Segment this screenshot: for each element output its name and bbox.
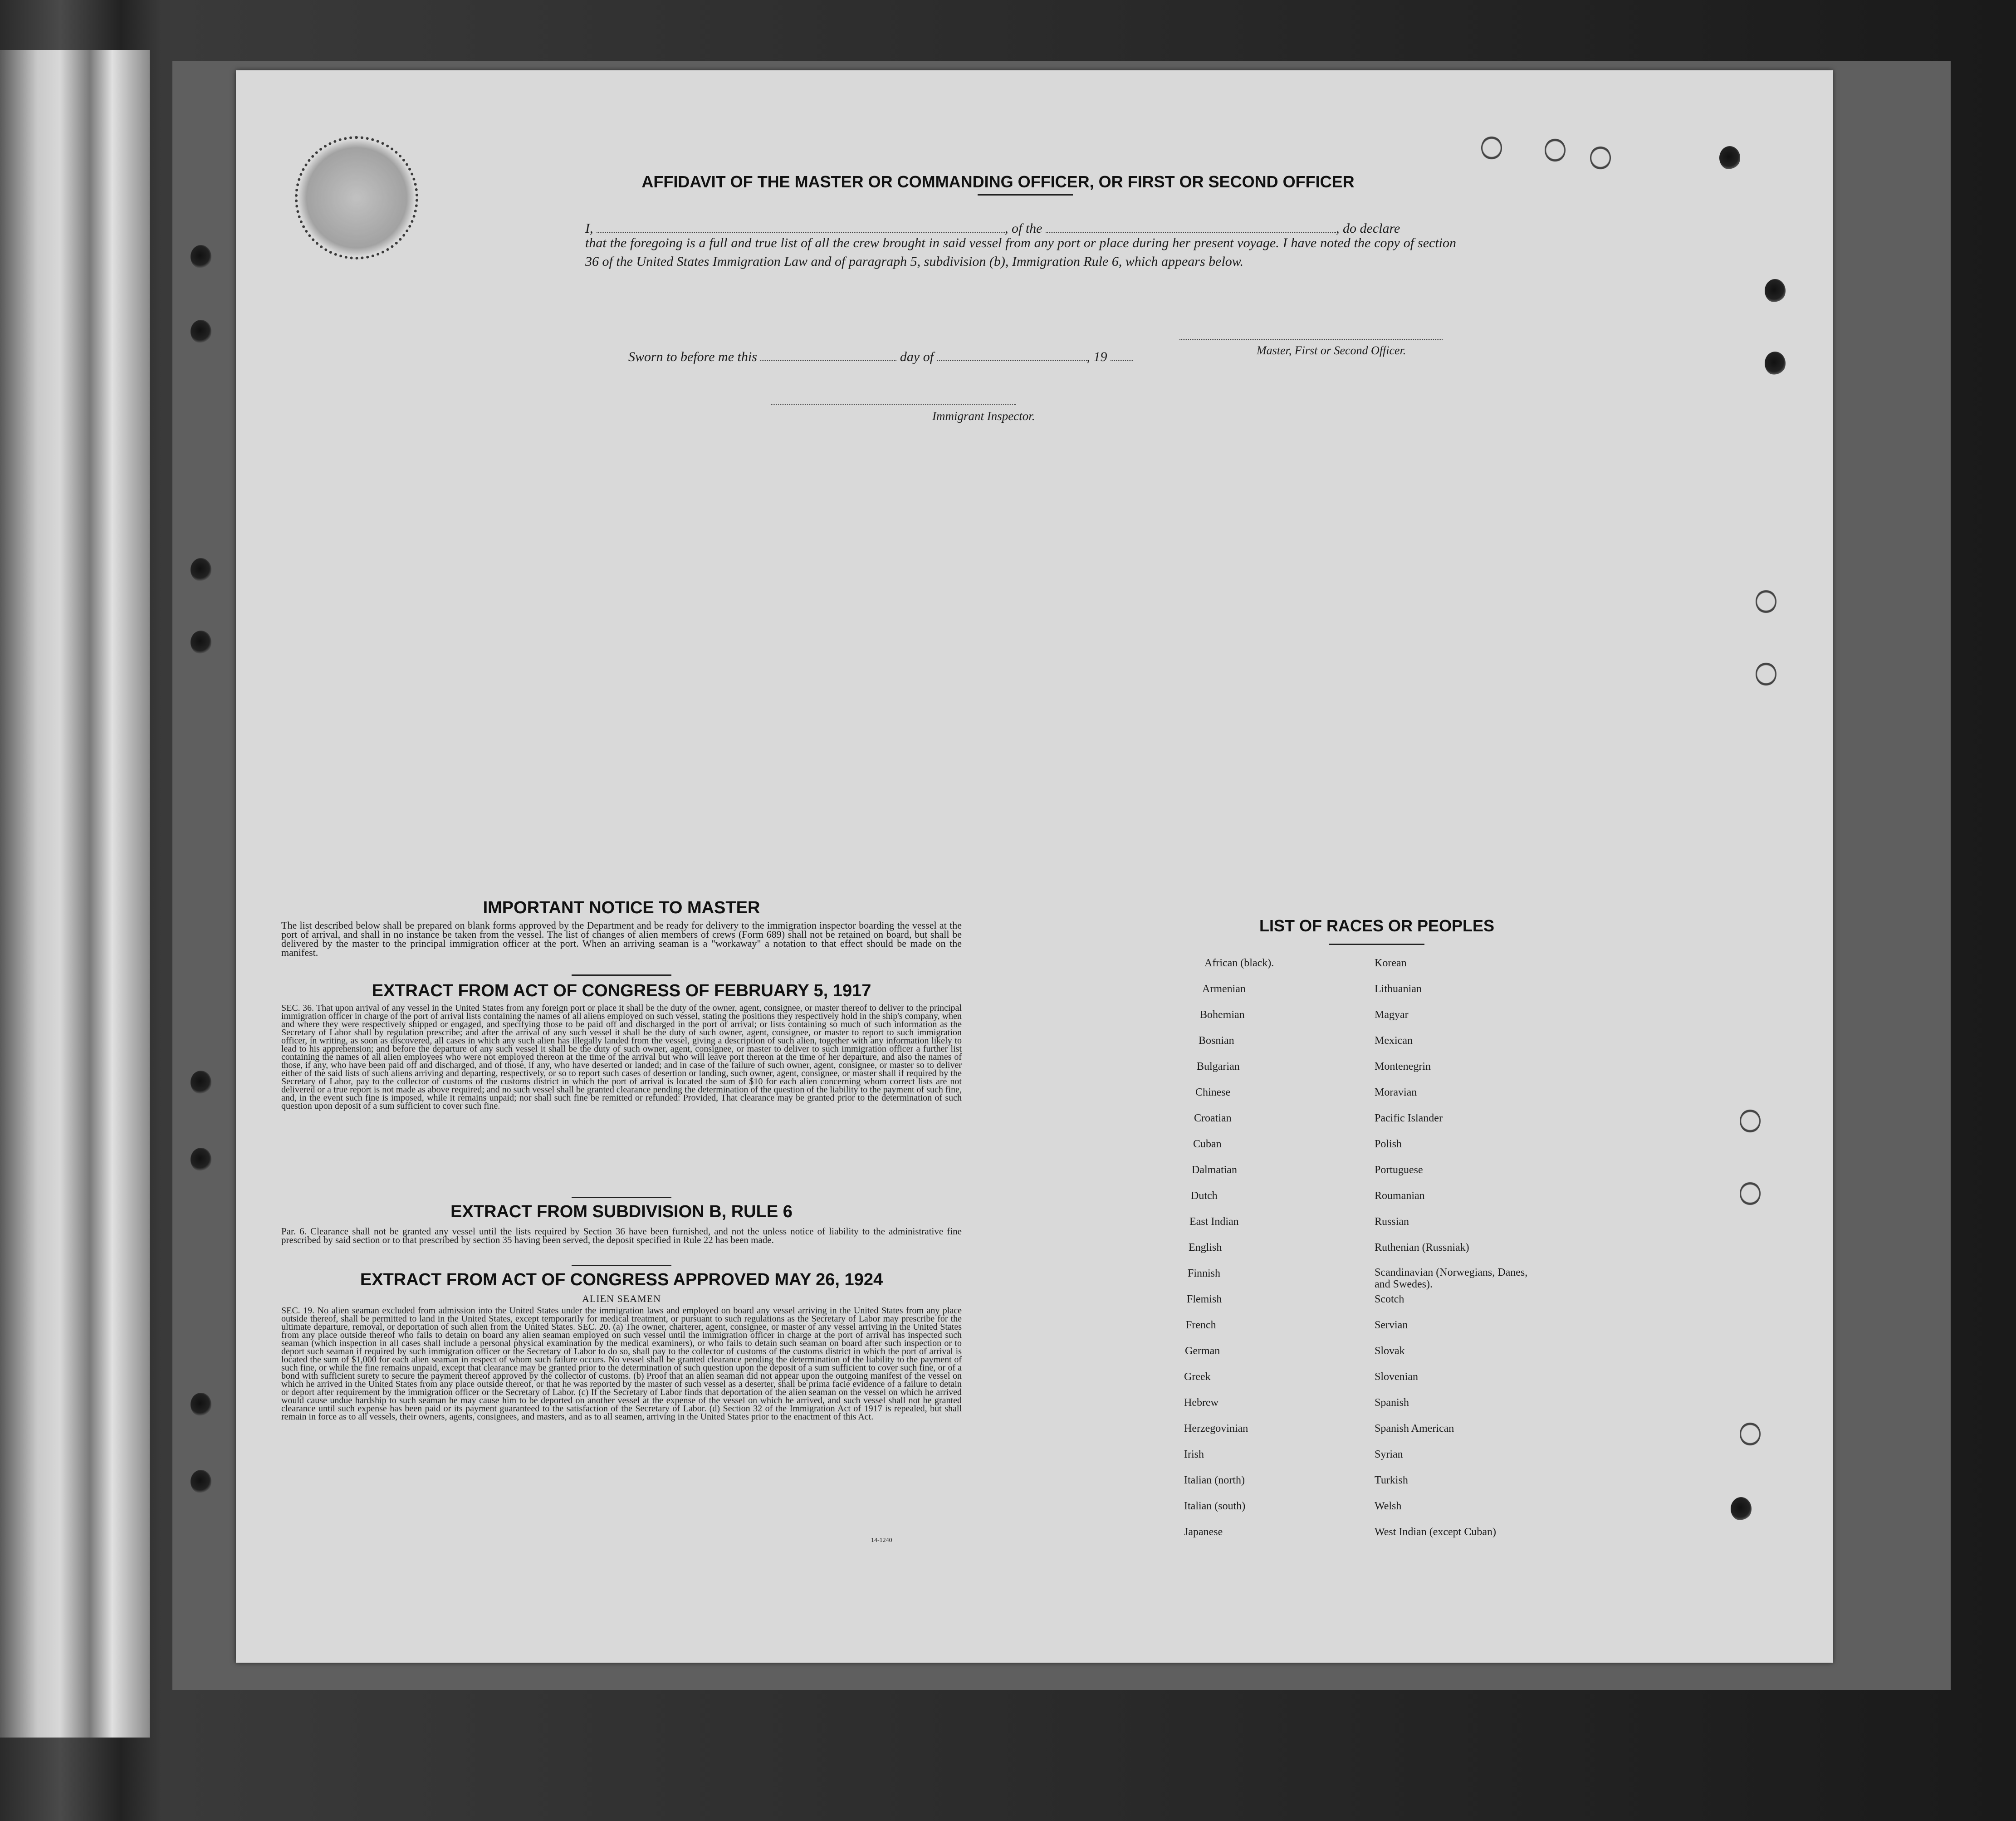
binder-hole <box>1590 146 1611 170</box>
race-item: Cuban <box>1193 1138 1222 1150</box>
binder-hole <box>191 1148 211 1171</box>
race-item: Dalmatian <box>1192 1164 1237 1176</box>
race-item: Dutch <box>1191 1190 1218 1202</box>
sworn-year-field[interactable] <box>1111 360 1133 361</box>
section-divider <box>572 1265 671 1266</box>
race-item: Roumanian <box>1375 1190 1425 1202</box>
section-divider <box>572 1197 671 1198</box>
year-prefix: , 19 <box>1086 349 1107 364</box>
extract-1924-subtitle: ALIEN SEAMEN <box>582 1293 661 1304</box>
race-item: Montenegrin <box>1375 1061 1431 1072</box>
extract-1924-text: SEC. 19. No alien seaman excluded from admission into the United States under the immigration laws and employed on board any vessel arriving in the United States from any place outside thereof, shall be permitted to land in the United States, except temporarily for medical treatment, or pursuant to such regulations as the Secretary of Labor may prescribe for the ultimate departure, removal, or deportation of such alien from the United States. SEC. 20. (a) The owner, charterer, agent, consignee, or master of any vessel arriving in the United States from any place outside thereof who fails to detain on board any alien seaman employed on such vessel until the immigration officer in charge at the port of arrival has inspected such seaman (which inspection in all cases shall include a personal physical examination by the medical examiners), or who fails to detain such seaman on board after such inspection or to deport such seaman if required by such immigration officer or the Secretary of Labor to do so, shall pay to the collector of customs of the customs district in which the port of arrival is located the sum of $1,000 for each alien seaman in respect of whom such failure occurs. No vessel shall be granted clearance pending the determination of the liability to the payment of such fine, or while the fine remains unpaid, except that clearance may be granted prior to the determination of such question upon the deposit of a sum sufficient to cover such fine, or of a bond with sufficient surety to secure the payment thereof approved by the collector of customs. (b) Proof that an alien seaman did not appear upon the outgoing manifest of the vessel on which he arrived in the United States from any place outside thereof, or that he was reported by the master of such vessel as a deserter, shall be prima facie evidence of a failure to detain or deport after requirement by the immigration officer or the Secretary of Labor. (c) If the Secretary of Labor finds that deportation of the alien seaman on the vessel on which he arrived would cause undue hardship to such seaman he may cause him to be deported on another vessel at the expense of the vessel on which he arrived, and such vessel shall not be granted clearance until such expense has been paid or its payment guaranteed to the satisfaction of the Secretary of Labor. (d) Section 32 of the Immigration Act of 1917 is repealed, but shall remain in force as to all vessels, their owners, agents, consignees, and masters, and as to all seamen, arriving in the United States prior to the enactment of this Act. <box>281 1306 962 1422</box>
race-item: African (black). <box>1204 957 1274 969</box>
binder-hole <box>1719 146 1740 170</box>
binder-hole <box>1756 590 1776 613</box>
races-divider <box>1329 944 1424 945</box>
race-item: Bulgarian <box>1197 1061 1240 1072</box>
race-item: Moravian <box>1375 1087 1417 1098</box>
race-item: Russian <box>1375 1216 1409 1228</box>
extract-1917-text: SEC. 36. That upon arrival of any vessel in the United States from any foreign port or place it shall be the duty of the owner, agent, consignee, or master thereof to deliver to the principal immigration officer in charge of the port of arrival lists containing the names of all aliens employed on such vessel, stating the positions they respectively hold in the ship's company, when and where they were respectively shipped or engaged, and specifying those to be paid off and discharged in the port of arrival; or lists containing so much of such information as the Secretary of Labor shall by regulation prescribe; and after the arrival of any such vessel it shall be the duty of such owner, agent, consignee, or master to report to such immigration officer, in writing, as soon as discovered, all cases in which any such alien has illegally landed from the vessel, giving a description of such alien, together with any information likely to lead to his apprehension; and before the departure of any such vessel it shall be the duty of such owner, agent, consignee, or master to deliver to such immigration officer a further list containing the names of all alien employees who were not employed thereon at the time of the arrival but who will leave port thereon at the time of her departure, and also the names of those, if any, who have been paid off and discharged, and of those, if any, who have deserted or landed; and in case of the failure of such owner, agent, consignee, or master so to deliver either of the said lists of such aliens arriving and departing, respectively, or so to report such cases of desertion or landing, such owner, agent, consignee, or master shall if required by the Secretary of Labor, pay to the collector of customs of the customs district in which the port of arrival is located the sum of $10 for each alien concerning whom correct lists are not delivered or a true report is not made as above required; and no such vessel shall be granted clearance pending the determination of the question of the liability to the payment of such fine, and, in the event such fine is imposed, while it remains unpaid; nor shall such fine be remitted or refunded: Provided, That clearance may be granted prior to the determination of such question upon deposit of a sum sufficient to cover such fine. <box>281 1003 962 1111</box>
binder-hole <box>191 1393 211 1416</box>
race-item: East Indian <box>1189 1216 1239 1228</box>
form-number: 14-1240 <box>871 1537 892 1544</box>
race-item: Slovenian <box>1375 1371 1418 1383</box>
of-label: , of the <box>1005 221 1042 236</box>
declarant-name-field[interactable] <box>597 232 1005 233</box>
binder-hole <box>191 245 211 269</box>
race-item: Herzegovinian <box>1184 1423 1248 1434</box>
binder-hole <box>191 1470 211 1493</box>
race-item: Finnish <box>1188 1268 1221 1279</box>
binder-hole <box>191 1071 211 1094</box>
race-item: Croatian <box>1194 1112 1232 1124</box>
races-title: LIST OF RACES OR PEOPLES <box>1259 916 1495 935</box>
race-item: Armenian <box>1202 983 1246 995</box>
extract-rule6-title: EXTRACT FROM SUBDIVISION B, RULE 6 <box>450 1202 793 1221</box>
binder-hole <box>1740 1422 1761 1446</box>
race-item: Korean <box>1375 957 1407 969</box>
affidavit-body: that the foregoing is a full and true list of all the crew brought in said vessel from any port or place during her present voyage. I have noted the copy of section 36 of the United States Immigration Law and of paragraph 5, subdivision (b), Immigration Rule 6, which appears below. <box>585 235 1456 269</box>
race-item: Ruthenian (Russniak) <box>1375 1242 1469 1253</box>
race-item: Greek <box>1184 1371 1211 1383</box>
race-item: English <box>1189 1242 1222 1253</box>
inspector-signature-line[interactable] <box>771 403 1016 405</box>
binder-strip <box>0 50 150 1738</box>
day-of-label: day of <box>900 349 934 364</box>
race-item: Italian (north) <box>1184 1474 1245 1486</box>
race-item: Bohemian <box>1200 1009 1245 1021</box>
affidavit-title: AFFIDAVIT OF THE MASTER OR COMMANDING OFFICER, OR FIRST OR SECOND OFFICER <box>641 172 1355 191</box>
race-item: Scotch <box>1375 1293 1404 1305</box>
race-item: Slovak <box>1375 1345 1405 1357</box>
binder-hole <box>1765 352 1786 375</box>
sworn-line <box>628 349 1218 365</box>
race-item: Flemish <box>1187 1293 1222 1305</box>
races-right-column <box>1375 956 1592 1551</box>
section-divider <box>572 974 671 976</box>
sworn-month-field[interactable] <box>937 360 1087 361</box>
race-item: Irish <box>1184 1449 1204 1460</box>
document-sheet <box>236 70 1833 1663</box>
binder-hole <box>1740 1109 1761 1133</box>
binder-hole <box>1481 136 1502 160</box>
race-item: Chinese <box>1195 1087 1231 1098</box>
vessel-name-field[interactable] <box>1046 232 1336 233</box>
binder-hole <box>191 631 211 654</box>
extract-1924-title: EXTRACT FROM ACT OF CONGRESS APPROVED MAY 26, 1924 <box>360 1270 883 1289</box>
binder-hole <box>1756 662 1776 686</box>
race-item: Spanish American <box>1375 1423 1454 1434</box>
sworn-label: Sworn to before me this <box>628 349 757 364</box>
race-item: Turkish <box>1375 1474 1408 1486</box>
binder-hole <box>191 320 211 343</box>
declarant-prefix: I, <box>585 221 593 236</box>
race-item: Japanese <box>1184 1526 1223 1538</box>
race-item: West Indian (except Cuban) <box>1375 1526 1496 1538</box>
title-divider <box>978 194 1073 196</box>
notice-text: The list described below shall be prepared on blank forms approved by the Department and be ready for delivery to the immigration inspector boarding the vessel at the port of arrival, and shall in no instance be taken from the vessel. The list of changes of alien members of crews (Form 689) shall not be retained on board, but shall be delivered by the master to the principal immigration officer at the port. When an arriving seaman is a "workaway" a notation to that effect should be made on the manifest. <box>281 920 962 958</box>
extract-rule6-text: Par. 6. Clearance shall not be granted any vessel until the lists required by Section 36 have been furnished, and not the unless notice of liability to the administrative fine prescribed by said section or to that prescribed by section 35 having been served, the deposit specified in Rule 22 has been made. <box>281 1226 962 1245</box>
race-item: German <box>1185 1345 1220 1357</box>
race-item: Lithuanian <box>1375 983 1422 995</box>
notice-title: IMPORTANT NOTICE TO MASTER <box>483 898 760 917</box>
binder-hole <box>1740 1182 1761 1205</box>
races-left-column <box>1184 956 1356 1551</box>
binder-hole <box>1731 1497 1752 1521</box>
race-item: Bosnian <box>1199 1035 1234 1047</box>
race-item: Servian <box>1375 1319 1408 1331</box>
officer-signature-label: Master, First or Second Officer. <box>1257 344 1406 357</box>
race-item: Spanish <box>1375 1397 1409 1409</box>
race-item: Scandinavian (Norwegians, Danes, and Swedes). <box>1375 1267 1528 1290</box>
race-item: Magyar <box>1375 1009 1409 1021</box>
binder-hole <box>1765 279 1786 303</box>
race-item: French <box>1186 1319 1216 1331</box>
race-item: Welsh <box>1375 1500 1402 1512</box>
inspector-label: Immigrant Inspector. <box>932 409 1035 423</box>
race-item: Italian (south) <box>1184 1500 1246 1512</box>
binder-hole <box>1545 138 1566 162</box>
declare-label: , do declare <box>1336 221 1400 236</box>
extract-1917-title: EXTRACT FROM ACT OF CONGRESS OF FEBRUARY 5, 1917 <box>372 981 871 1000</box>
race-item: Portuguese <box>1375 1164 1423 1176</box>
race-item: Pacific Islander <box>1375 1112 1443 1124</box>
race-item: Mexican <box>1375 1035 1413 1047</box>
race-item: Hebrew <box>1184 1397 1218 1409</box>
binder-hole <box>191 558 211 582</box>
officer-signature-line[interactable] <box>1179 338 1443 340</box>
race-item: Syrian <box>1375 1449 1403 1460</box>
sworn-day-field[interactable] <box>760 360 896 361</box>
official-seal-stamp <box>295 136 418 259</box>
race-item: Polish <box>1375 1138 1402 1150</box>
